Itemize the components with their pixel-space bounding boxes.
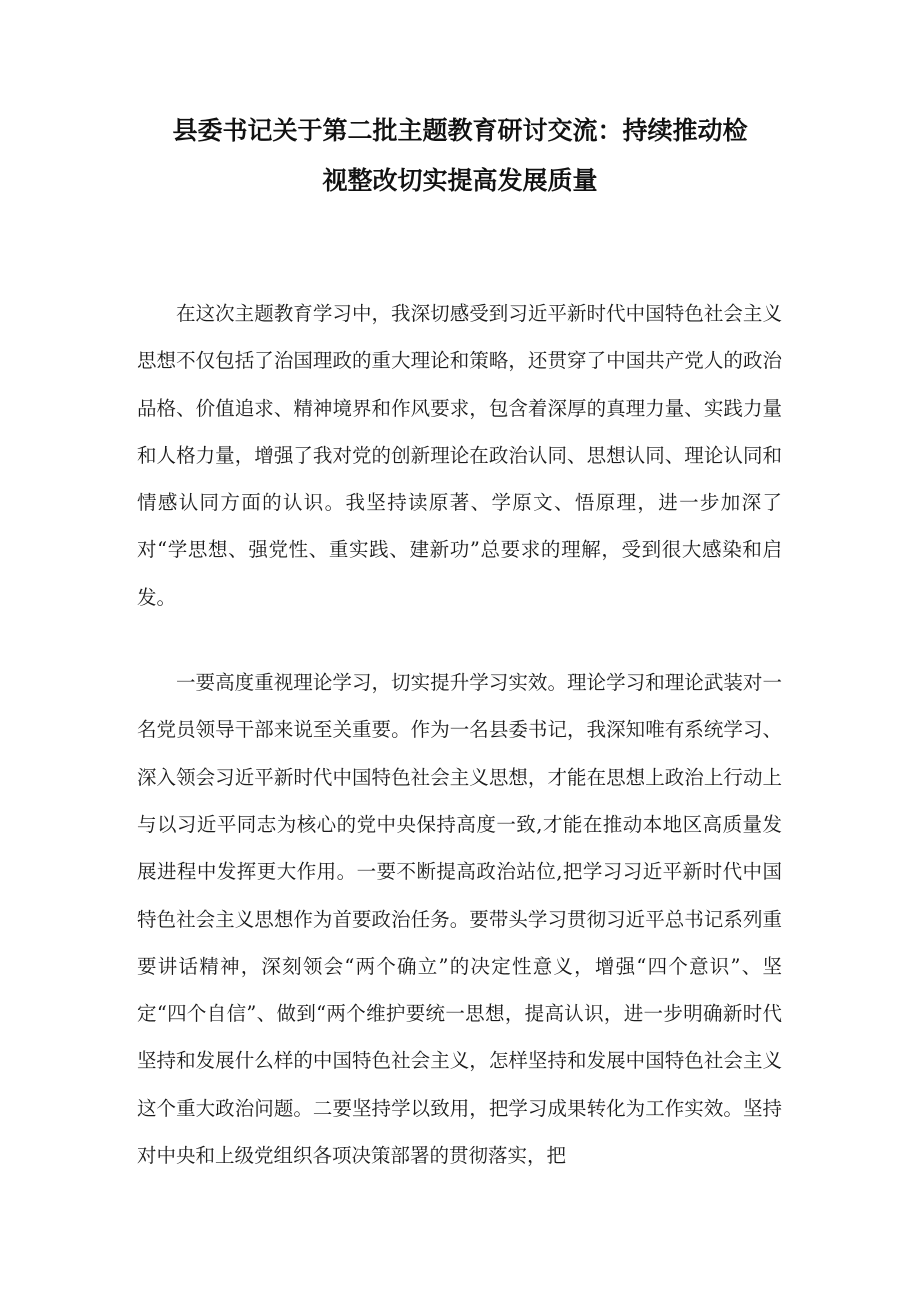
paragraph-intro: 在这次主题教育学习中，我深切感受到习近平新时代中国特色社会主义思想不仅包括了治国理政的重大理论和策略，还贯穿了中国共产党人的政治品格、价值追求、精神境界和作风要求，包含着深厚的真理力量、实践力量和人格力量，增强了我对党的创新理论在政治认同、思想认同、理论认同和情感认同方面的认识。我坚持读原著、学原文、悟原理，进一步加深了对“学思想、强党性、重实践、建新功”总要求的理解，受到很大感染和启发。: [137, 302, 782, 609]
title-line-1: 县委书记关于第二批主题教育研讨交流：持续推动检: [172, 116, 748, 145]
document-title: [130, 106, 790, 206]
paragraph-theory-study: 一要高度重视理论学习，切实提升学习实效。理论学习和理论武装对一名党员领导干部来说至关重要。作为一名县委书记，我深知唯有系统学习、深入领会习近平新时代中国特色社会主义思想，才能在思想上政治上行动上与以习近平同志为核心的党中央保持高度一致,才能在推动本地区高质量发展进程中发挥更大作用。一要不断提高政治站位,把学习习近平新时代中国特色社会主义思想作为首要政治任务。要带头学习贯彻习近平总书记系列重要讲话精神，深刻领会“两个确立”的决定性意义，增强“四个意识”、坚定“四个自信”、做到“两个维护要统一思想，提高认识，进一步明确新时代坚持和发展什么样的中国特色社会主义，怎样坚持和发展中国特色社会主义这个重大政治问题。二要坚持学以致用，把学习成果转化为工作实效。坚持对中央和上级党组织各项决策部署的贯彻落实，把: [137, 671, 782, 1168]
title-line-2: 视整改切实提高发展质量: [322, 166, 598, 195]
document-body: [137, 290, 782, 1179]
